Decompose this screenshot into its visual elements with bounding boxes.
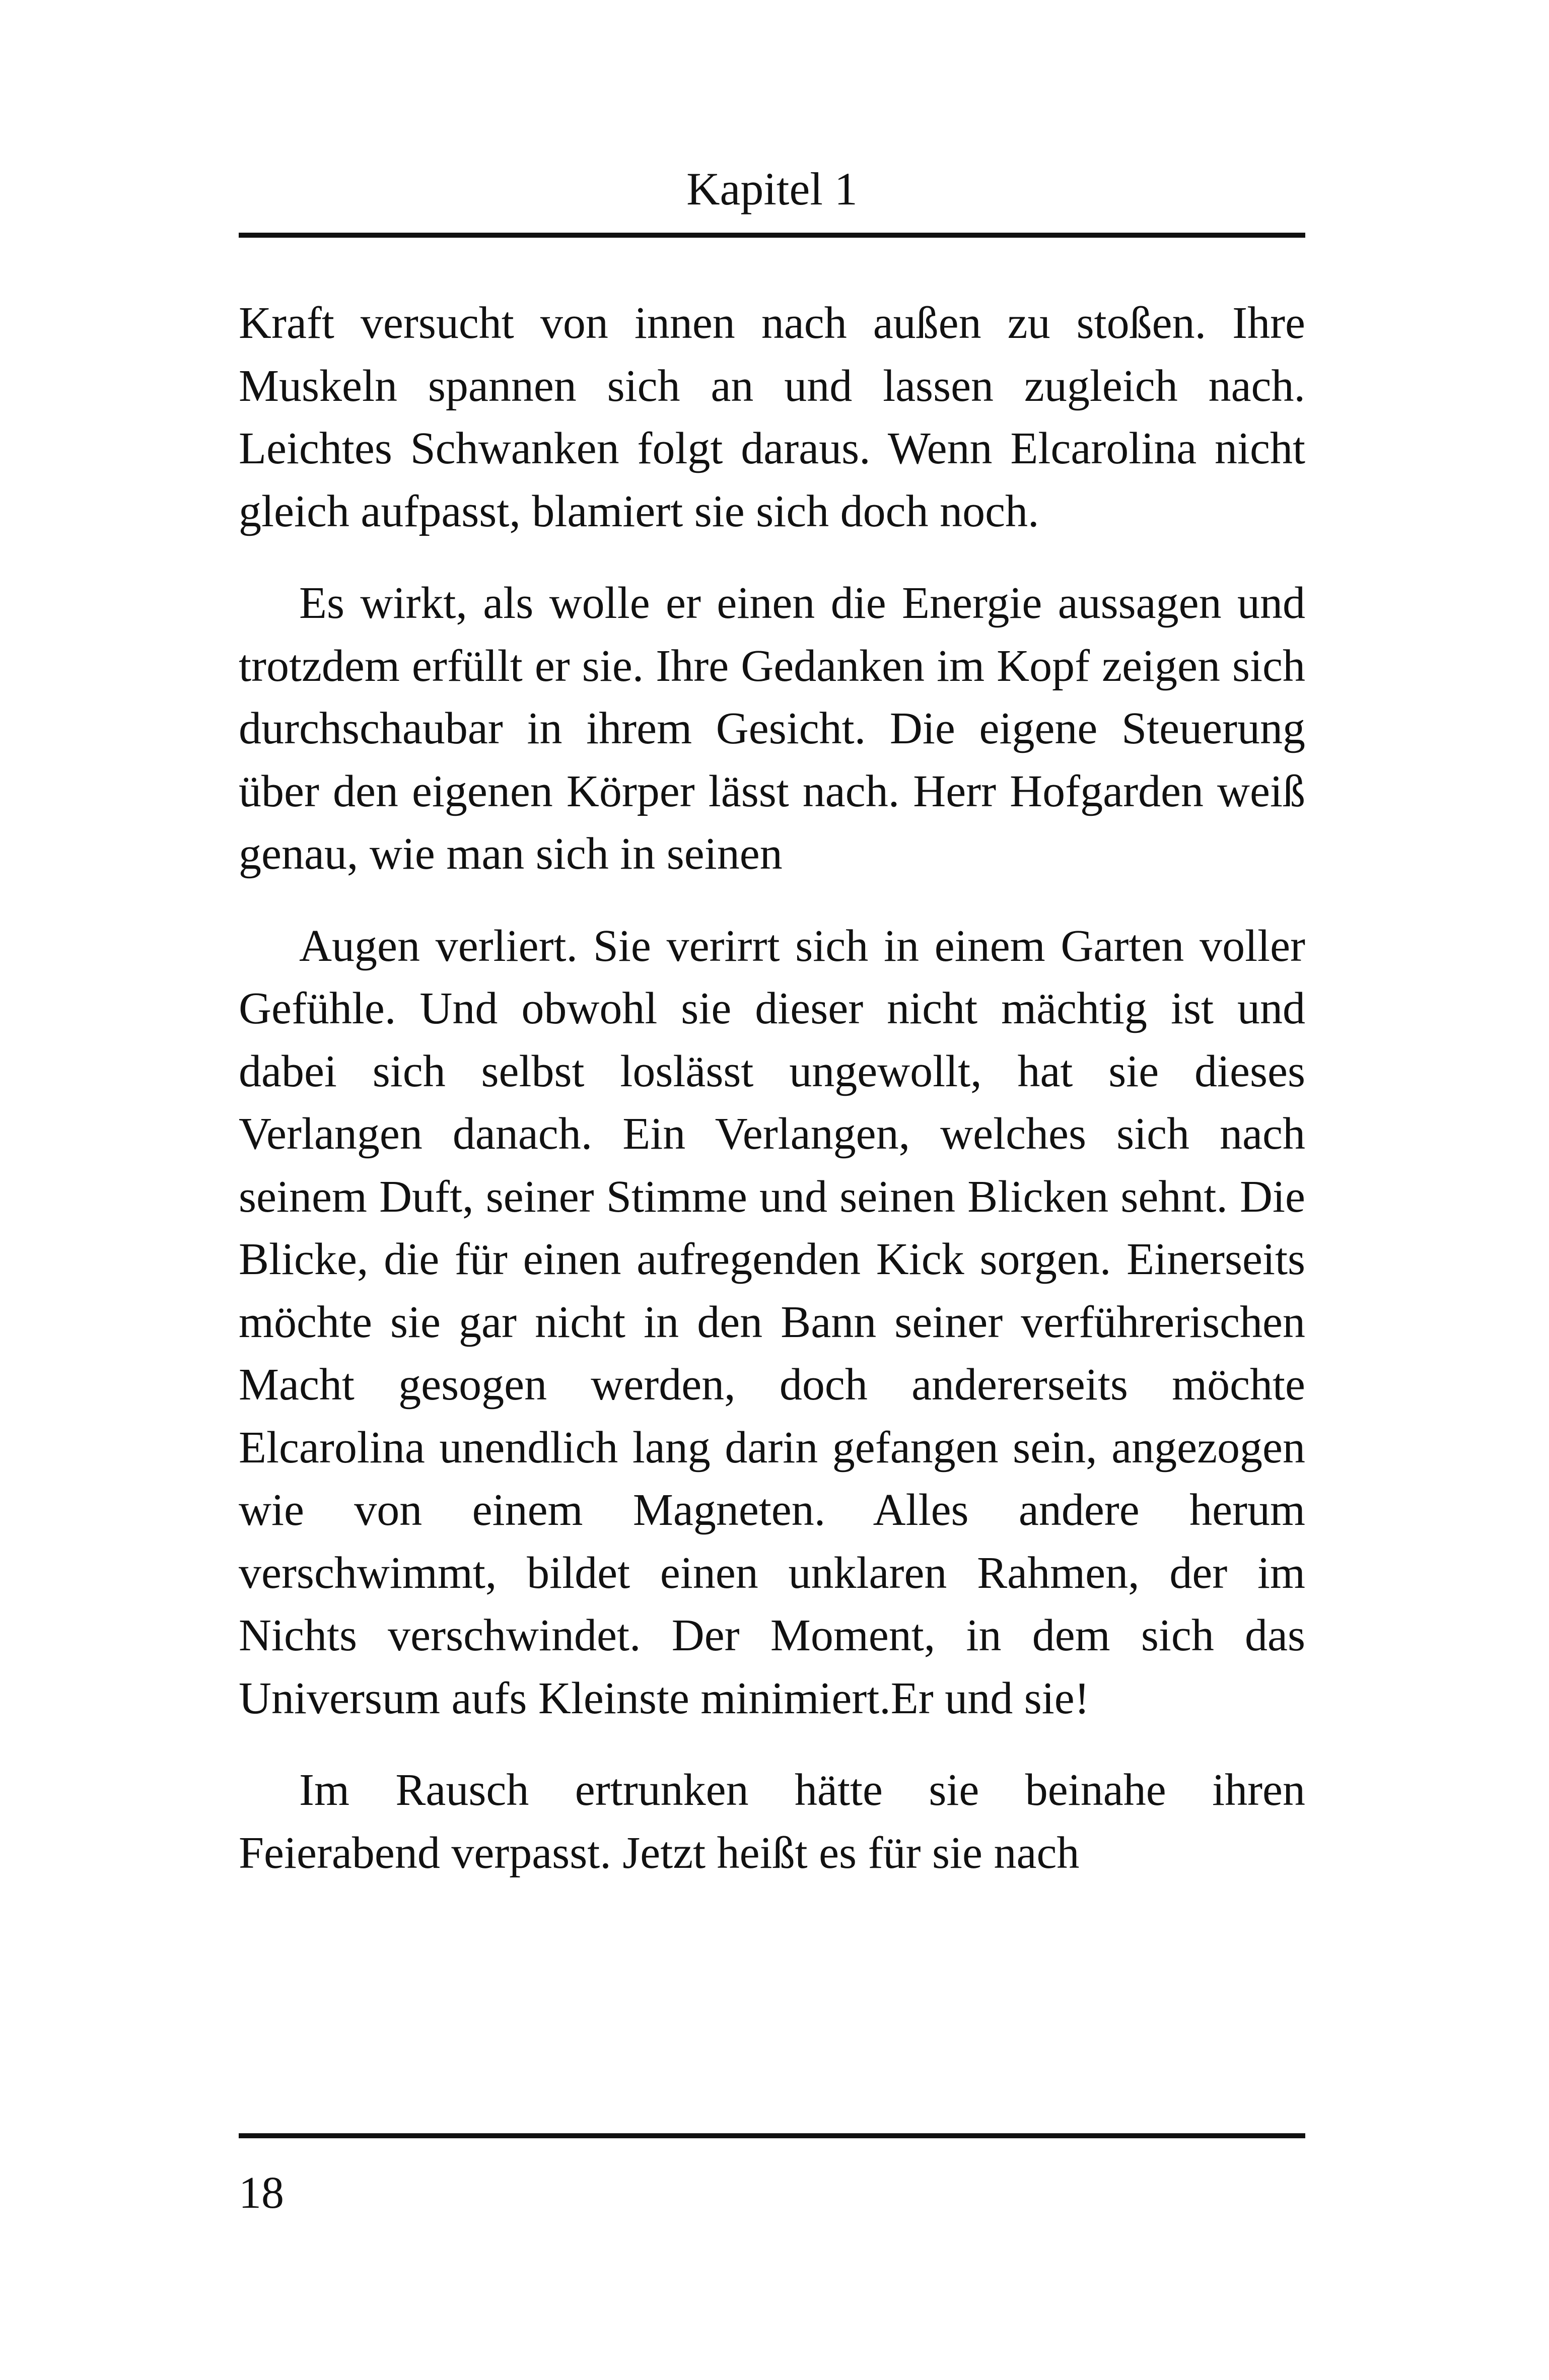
paragraph-1: Kraft versucht von innen nach außen zu stoßen. Ihre Muskeln spannen sich an und lassen zugleich nach. Leichtes Schwanken folgt daraus. Wenn Elcarolina nicht gleich aufpasst, blamiert sie sich doch noch.	[239, 298, 1305, 536]
footer-rule	[239, 2133, 1305, 2138]
paragraph-4: Im Rausch ertrunken hätte sie beinahe ihren Feierabend verpasst. Jetzt heißt es für sie nach	[239, 1765, 1305, 1878]
paragraph-2: Es wirkt, als wolle er einen die Energie aussagen und trotzdem erfüllt er sie. Ihre Gedanken im Kopf zeigen sich durchschaubar in ihrem Gesicht. Die eigene Steuerung über den eigenen Körper lässt nach. Herr Hofgarden weiß genau, wie man sich in seinen	[239, 578, 1305, 879]
running-header: Kapitel 1	[686, 163, 858, 215]
page-number: 18	[239, 2168, 284, 2218]
header-rule	[239, 233, 1305, 238]
paragraph-3: Augen verliert. Sie verirrt sich in einem Garten voller Gefühle. Und obwohl sie dieser nicht mächtig ist und dabei sich selbst loslässt ungewollt, hat sie dieses Verlangen danach. Ein Verlangen, welches sich nach seinem Duft, seiner Stimme und seinen Blicken sehnt. Die Blicke, die für einen aufregenden Kick sorgen. Einerseits möchte sie gar nicht in den Bann seiner verführerischen Macht gesogen werden, doch andererseits möchte Elcarolina unendlich lang darin gefangen sein, angezogen wie von einem Magneten. Alles andere herum verschwimmt, bildet einen unklaren Rahmen, der im Nichts verschwindet. Der Moment, in dem sich das Universum aufs Kleinste minimiert.Er und sie!	[239, 921, 1305, 1723]
body-text	[239, 292, 1305, 1884]
